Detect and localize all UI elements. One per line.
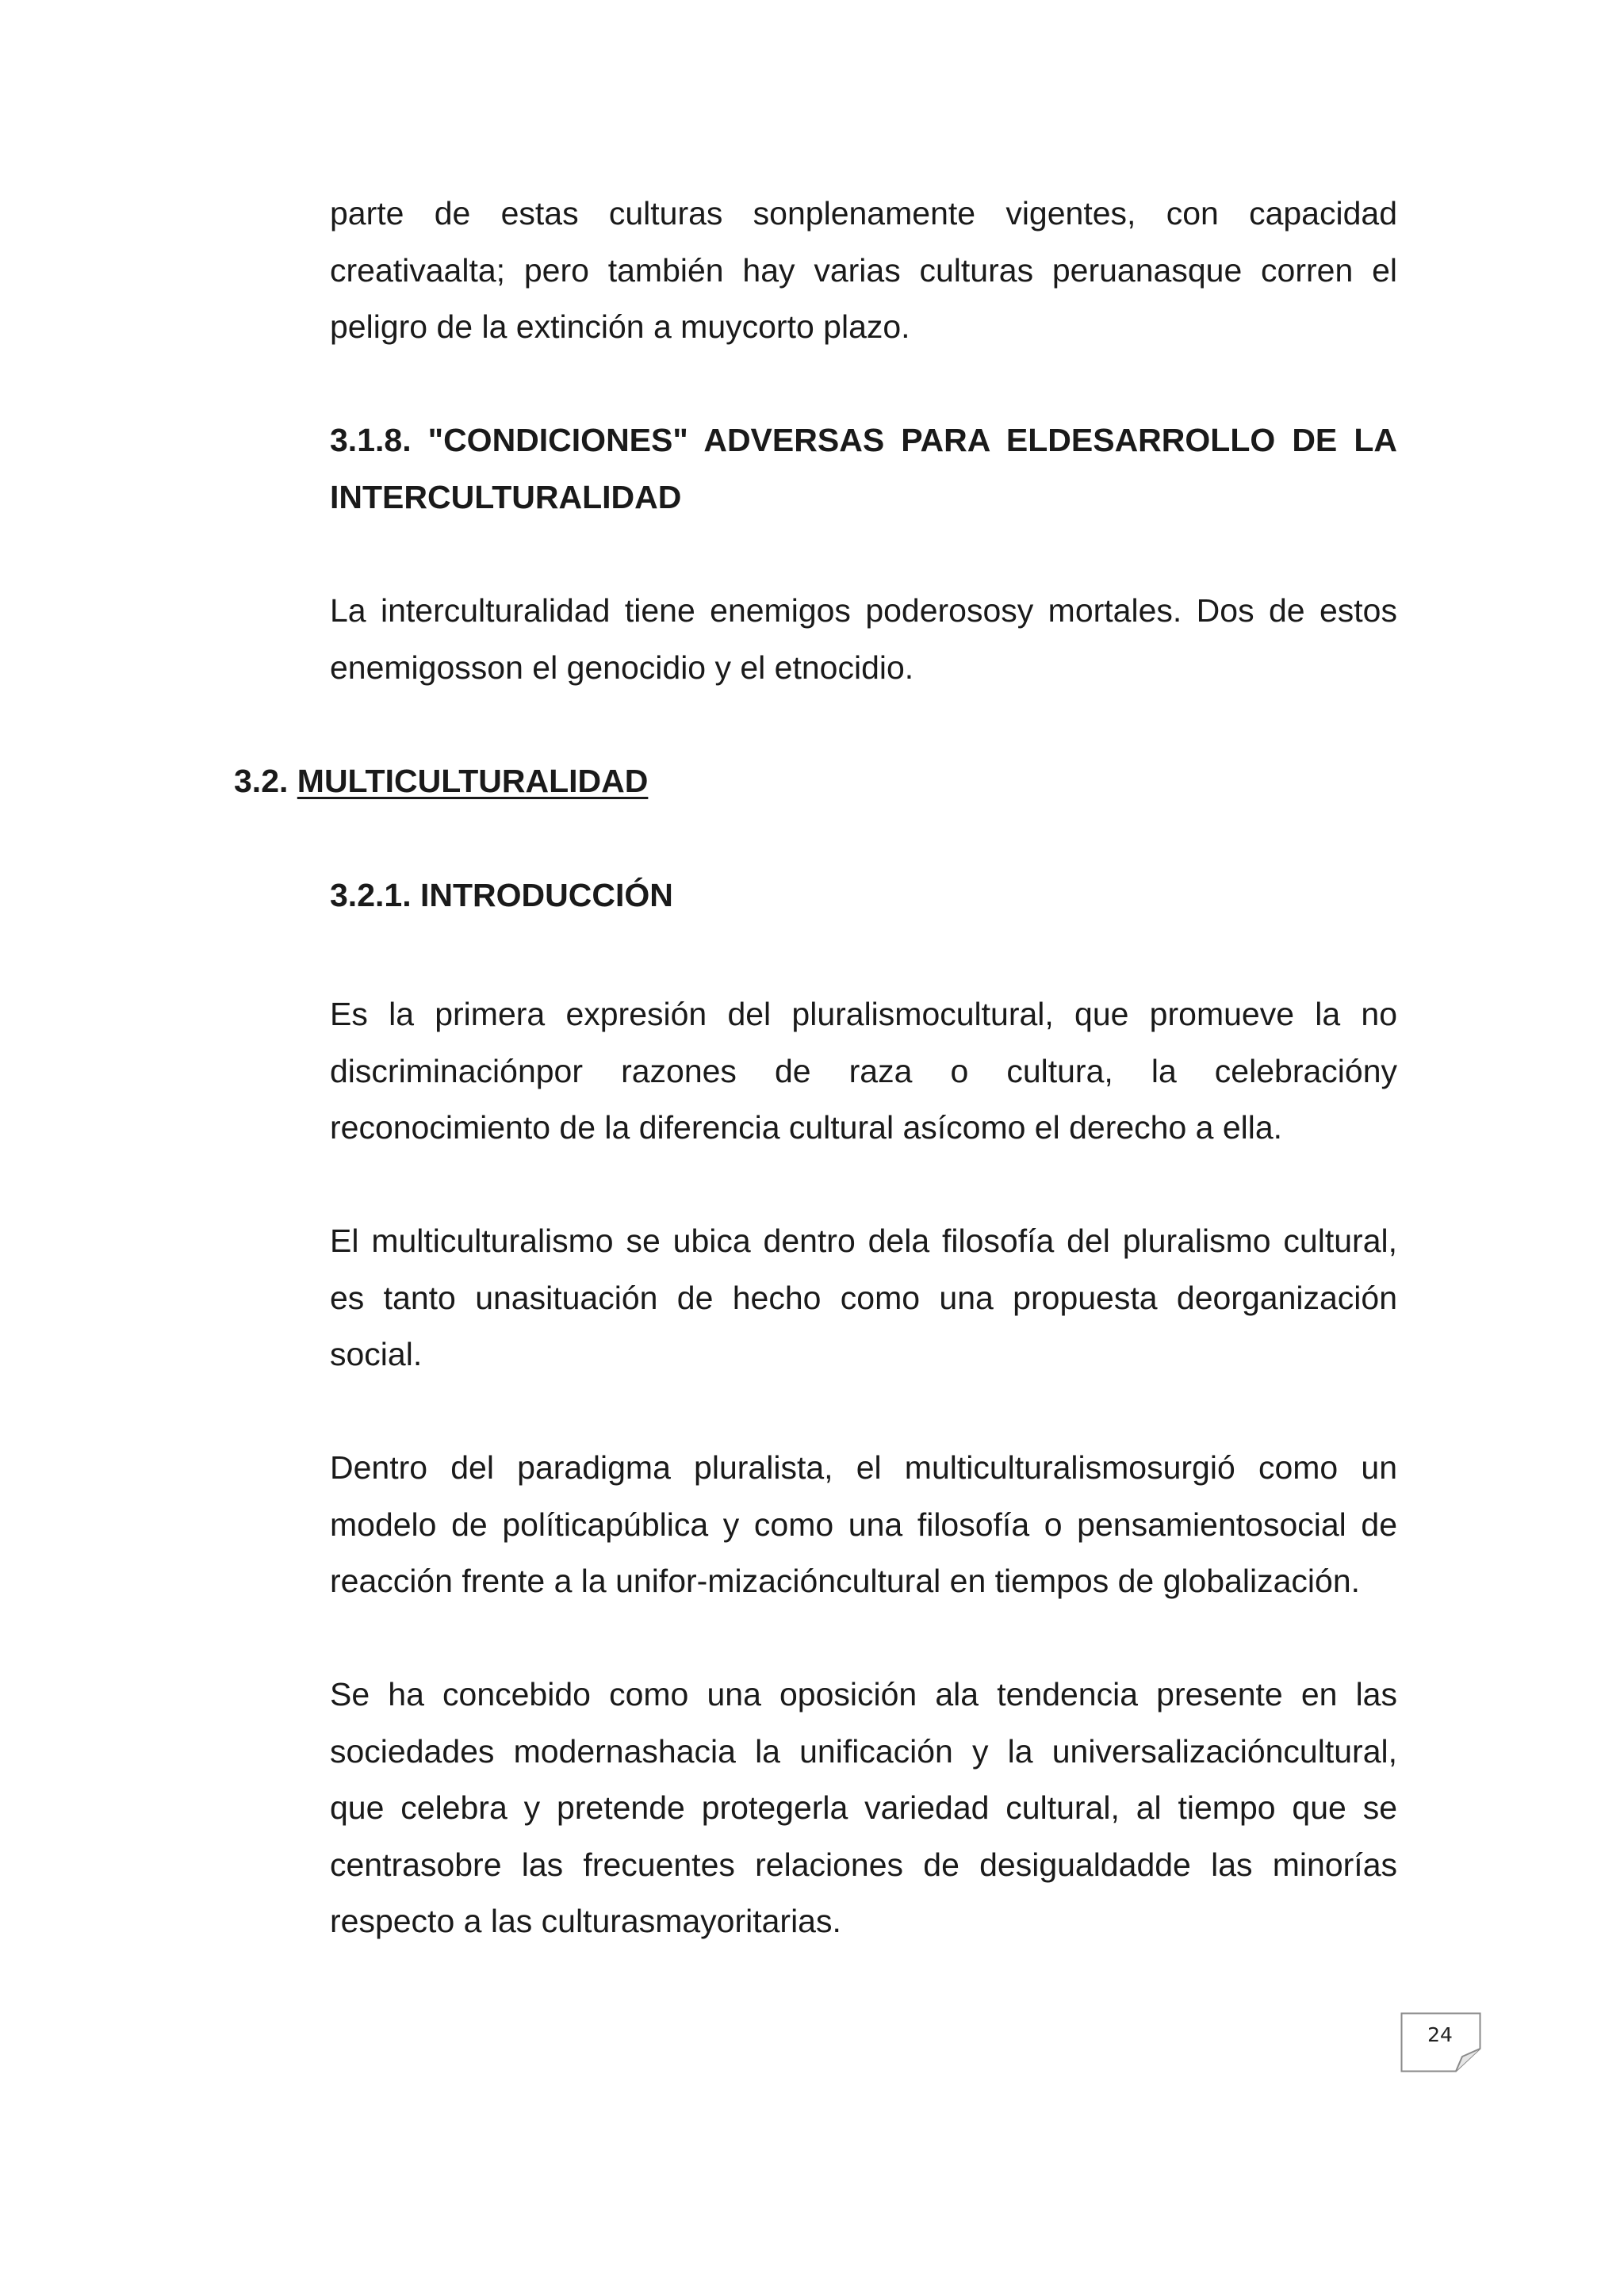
paragraph-interculturalidad-enemigos <box>330 583 1397 696</box>
paragraph-multiculturalismo-filosofia <box>330 1213 1397 1383</box>
paragraph-text: parte de estas culturas sonplenamente vigentes, con capacidad creativaalta; pero también hay varias culturas peruanasque corren el peligro de la extinción a muycorto plazo. <box>330 195 1397 345</box>
paragraph-culturas-vigentes <box>330 186 1397 356</box>
paragraph-text: Dentro del paradigma pluralista, el multiculturalismosurgió como un modelo de políticapública y como una filosofía o pensamientosocial de reacción frente a la unifor-mizacióncultural en tiempos de globalización. <box>330 1449 1397 1599</box>
paragraph-paradigma-pluralista <box>330 1440 1397 1610</box>
paragraph-oposicion-tendencia <box>330 1667 1397 1950</box>
page-number-box <box>1400 2012 1481 2072</box>
section-number: 3.2. <box>234 763 289 799</box>
paragraph-text: Es la primera expresión del pluralismocultural, que promueve la no discriminaciónpor razones de raza o cultura, la celebracióny reconocimiento de la diferencia cultural asícomo el derecho a ella. <box>330 996 1397 1146</box>
paragraph-text: La interculturalidad tiene enemigos poderososy mortales. Dos de estos enemigosson el genocidio y el etnocidio. <box>330 592 1397 686</box>
paragraph-text: El multiculturalismo se ubica dentro dela filosofía del pluralismo cultural, es tanto unasituación de hecho como una propuesta deorganización social. <box>330 1223 1397 1372</box>
paragraph-text: Se ha concebido como una oposición ala tendencia presente en las sociedades modernashacia la unificación y la universalizacióncultural, que celebra y pretende protegerla variedad cultural, al tiempo que se centrasobre las frecuentes relaciones de desigualdadde las minorías respecto a las culturasmayoritarias. <box>330 1676 1397 1939</box>
heading-text: 3.1.8. "CONDICIONES" ADVERSAS PARA ELDESARROLLO DE LA INTERCULTURALIDAD <box>330 422 1397 515</box>
paragraph-pluralismo-cultural <box>330 986 1397 1157</box>
page-number: 24 <box>1427 2023 1453 2046</box>
section-title: MULTICULTURALIDAD <box>297 763 649 799</box>
heading-text: 3.2.1. INTRODUCCIÓN <box>330 877 673 913</box>
heading-3-2 <box>234 753 648 810</box>
heading-3-2-1 <box>330 867 1397 924</box>
heading-3-1-8 <box>330 412 1397 526</box>
